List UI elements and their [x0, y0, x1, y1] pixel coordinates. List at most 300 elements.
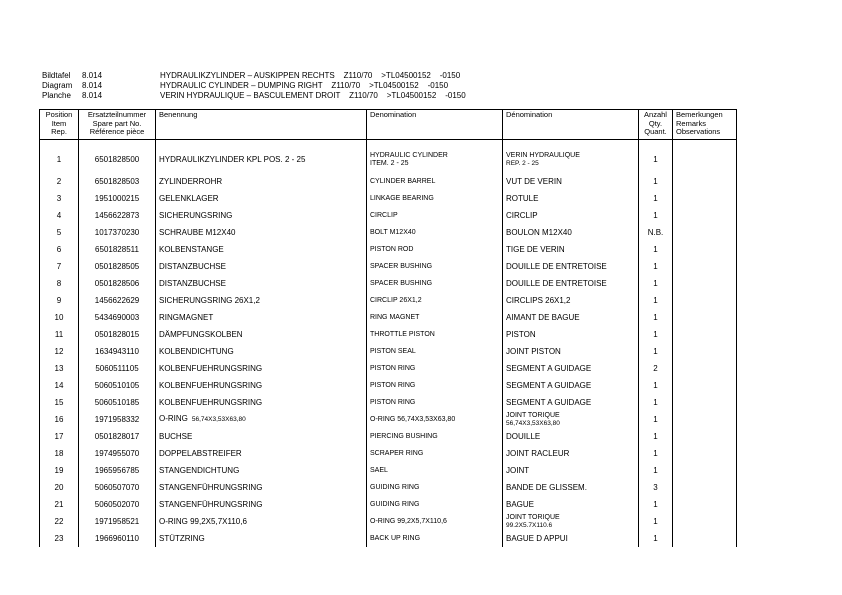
cell-remarks [673, 343, 737, 360]
cell-quantity [639, 224, 673, 241]
cell-denomination-fr-text: SEGMENT A GUIDAGE [506, 397, 592, 407]
cell-benennung-text: KOLBENFUEHRUNGSRING [159, 397, 263, 407]
cell-denomination-en-text: LINKAGE BEARING [370, 194, 434, 202]
cell-quantity [639, 462, 673, 479]
table-row [40, 360, 737, 377]
cell-position [40, 173, 79, 190]
cell-quantity-text: 1 [653, 176, 658, 186]
cell-denomination-en-text: PISTON RING [370, 364, 416, 372]
cell-position-text: 10 [54, 312, 64, 322]
cell-denomination-fr-text: JOINT PISTON [506, 346, 561, 356]
cell-position-text: 9 [56, 295, 62, 305]
cell-remarks [673, 173, 737, 190]
cell-position [40, 309, 79, 326]
cell-benennung [156, 190, 367, 207]
cell-part-number-text: 0501828015 [94, 329, 140, 339]
cell-position-text: 14 [54, 380, 64, 390]
cell-denomination-fr-text: VUT DE VERIN [506, 176, 562, 186]
cell-part-number [79, 445, 156, 462]
cell-denomination-fr-text: PISTON [506, 329, 536, 339]
cell-denomination-fr [503, 530, 639, 547]
cell-denomination-en-text: SPACER BUSHING [370, 262, 433, 270]
cell-denomination-en-text: SCRAPER RING [370, 449, 424, 457]
cell-denomination-fr [503, 241, 639, 258]
header-number: 8.014 [82, 71, 103, 80]
cell-denomination-en [367, 292, 503, 309]
cell-quantity-text: 1 [653, 312, 658, 322]
cell-denomination-en [367, 190, 503, 207]
cell-denomination-fr [503, 377, 639, 394]
cell-position [40, 343, 79, 360]
cell-denomination-fr [503, 513, 639, 530]
cell-position [40, 190, 79, 207]
cell-remarks [673, 496, 737, 513]
cell-position [40, 224, 79, 241]
cell-quantity [639, 207, 673, 224]
col-header-position: Position Item Rep. [40, 110, 79, 140]
cell-part-number [79, 394, 156, 411]
cell-remarks [673, 190, 737, 207]
cell-position-text: 6 [56, 244, 62, 254]
cell-quantity-text: 1 [653, 397, 658, 407]
cell-position [40, 496, 79, 513]
cell-position-text: 20 [54, 482, 64, 492]
cell-benennung [156, 275, 367, 292]
cell-benennung-text: STANGENDICHTUNG [159, 465, 240, 475]
table-header-row [40, 110, 737, 140]
cell-position-text: 5 [56, 227, 62, 237]
cell-denomination-en [367, 326, 503, 343]
cell-quantity [639, 513, 673, 530]
cell-denomination-fr-subtext: 56,74X3,53X63,80 [506, 419, 560, 427]
header-number: 8.014 [82, 81, 103, 90]
cell-quantity-text: 1 [653, 210, 658, 220]
cell-quantity [639, 258, 673, 275]
cell-position-text: 11 [54, 329, 64, 339]
cell-benennung [156, 394, 367, 411]
cell-position [40, 292, 79, 309]
cell-denomination-fr-subtext: 99.2X5.7X110.6 [506, 521, 553, 529]
cell-benennung-text: ZYLINDERROHR [159, 176, 223, 186]
cell-remarks [673, 513, 737, 530]
cell-denomination-fr-text: BAGUE D APPUI [506, 533, 568, 543]
cell-position [40, 411, 79, 428]
table-row [40, 190, 737, 207]
cell-benennung [156, 140, 367, 174]
table-row [40, 140, 737, 174]
cell-remarks [673, 428, 737, 445]
cell-denomination-en-text: GUIDING RING [370, 483, 420, 491]
cell-quantity [639, 190, 673, 207]
table-row [40, 445, 737, 462]
cell-denomination-fr-subtext: REP. 2 - 25 [506, 159, 539, 167]
cell-quantity-text: 1 [653, 193, 658, 203]
cell-position [40, 207, 79, 224]
cell-remarks [673, 445, 737, 462]
cell-quantity-text: 1 [653, 448, 658, 458]
cell-remarks [673, 360, 737, 377]
cell-quantity [639, 241, 673, 258]
cell-denomination-en [367, 360, 503, 377]
cell-remarks [673, 411, 737, 428]
cell-position-text: 12 [54, 346, 64, 356]
cell-position-text: 4 [56, 210, 62, 220]
cell-quantity [639, 428, 673, 445]
cell-denomination-fr [503, 258, 639, 275]
cell-benennung [156, 343, 367, 360]
cell-quantity [639, 292, 673, 309]
cell-remarks [673, 275, 737, 292]
cell-benennung-text: STÜTZRING [159, 533, 205, 543]
cell-denomination-en [367, 411, 503, 428]
cell-quantity [639, 394, 673, 411]
cell-denomination-en-text: PISTON SEAL [370, 347, 416, 355]
cell-remarks [673, 479, 737, 496]
cell-denomination-fr [503, 140, 639, 174]
table-row [40, 411, 737, 428]
cell-quantity-text: 1 [653, 244, 658, 254]
cell-denomination-en [367, 241, 503, 258]
cell-quantity [639, 326, 673, 343]
cell-denomination-en [367, 140, 503, 174]
cell-benennung [156, 479, 367, 496]
cell-denomination-en [367, 309, 503, 326]
cell-position-text: 7 [56, 261, 62, 271]
cell-position-text: 8 [56, 278, 62, 288]
cell-denomination-fr-text: AIMANT DE BAGUE [506, 312, 580, 322]
cell-position [40, 445, 79, 462]
cell-quantity-text: 1 [653, 329, 658, 339]
cell-denomination-fr-text: JOINT RACLEUR [506, 448, 570, 458]
cell-denomination-en-text: PISTON RING [370, 398, 416, 406]
table-row [40, 479, 737, 496]
cell-quantity-text: 1 [653, 295, 658, 305]
cell-denomination-fr-text: SEGMENT A GUIDAGE [506, 363, 592, 373]
cell-benennung-text: DISTANZBUCHSE [159, 261, 226, 271]
cell-denomination-en [367, 513, 503, 530]
cell-denomination-en-text: PIERCING BUSHING [370, 432, 438, 440]
cell-denomination-en [367, 530, 503, 547]
cell-denomination-en-text: THROTTLE PISTON [370, 330, 435, 338]
cell-position-text: 17 [54, 431, 64, 441]
cell-remarks [673, 224, 737, 241]
cell-benennung-text: SICHERUNGSRING [159, 210, 233, 220]
cell-denomination-fr [503, 292, 639, 309]
col-header-remarks: Bemerkungen Remarks Observations [673, 110, 737, 140]
col-header-denomination-fr: Dénomination [503, 110, 639, 140]
cell-part-number [79, 258, 156, 275]
cell-part-number-text: 0501828505 [94, 261, 140, 271]
col-header-quantity: Anzahl Qty. Quant. [639, 110, 673, 140]
header-title: VERIN HYDRAULIQUE – BASCULEMENT DROIT Z110/70 >TL04500152 -0150 [160, 91, 466, 100]
cell-denomination-fr [503, 224, 639, 241]
cell-benennung-text: DOPPELABSTREIFER [159, 448, 242, 458]
cell-part-number-text: 1971958521 [94, 516, 140, 526]
cell-quantity [639, 343, 673, 360]
cell-part-number-text: 6501828500 [94, 154, 140, 164]
cell-part-number-text: 1456622629 [94, 295, 140, 305]
cell-part-number-text: 5060510185 [94, 397, 140, 407]
cell-part-number-text: 0501828506 [94, 278, 140, 288]
cell-part-number [79, 377, 156, 394]
cell-benennung-subtext: 56,74X3,53X63,80 [191, 416, 246, 423]
cell-position-text: 1 [56, 154, 62, 164]
cell-benennung [156, 513, 367, 530]
cell-part-number-text: 1965956785 [94, 465, 140, 475]
cell-part-number-text: 5060502070 [94, 499, 140, 509]
cell-remarks [673, 394, 737, 411]
cell-remarks [673, 207, 737, 224]
cell-benennung-text: DISTANZBUCHSE [159, 278, 226, 288]
cell-denomination-en [367, 496, 503, 513]
cell-denomination-fr-text: JOINT TORIQUE [506, 411, 560, 419]
header-label: Bildtafel [42, 71, 71, 80]
cell-quantity-text: 1 [653, 533, 658, 543]
cell-denomination-fr [503, 190, 639, 207]
cell-position [40, 360, 79, 377]
cell-denomination-fr-text: BOULON M12X40 [506, 227, 572, 237]
table-row [40, 530, 737, 547]
cell-denomination-fr [503, 428, 639, 445]
cell-remarks [673, 140, 737, 174]
table-row [40, 496, 737, 513]
cell-denomination-fr-text: JOINT TORIQUE [506, 513, 560, 521]
cell-position [40, 428, 79, 445]
cell-part-number-text: 1456622873 [94, 210, 140, 220]
header-label: Planche [42, 91, 71, 100]
cell-part-number-text: 6501828511 [95, 244, 139, 254]
cell-part-number-text: 1017370230 [94, 227, 140, 237]
cell-remarks [673, 530, 737, 547]
cell-position-text: 22 [54, 516, 64, 526]
cell-position-text: 16 [54, 414, 64, 424]
cell-remarks [673, 309, 737, 326]
cell-position-text: 15 [54, 397, 64, 407]
cell-part-number [79, 343, 156, 360]
cell-position [40, 241, 79, 258]
cell-quantity-text: 1 [653, 154, 658, 164]
cell-part-number [79, 207, 156, 224]
cell-quantity-text: 1 [653, 499, 658, 509]
cell-quantity-text: 1 [653, 380, 658, 390]
cell-benennung-text: KOLBENFUEHRUNGSRING [159, 380, 263, 390]
cell-part-number-text: 6501828503 [94, 176, 140, 186]
cell-part-number [79, 428, 156, 445]
cell-remarks [673, 258, 737, 275]
cell-part-number-text: 1971958332 [94, 414, 140, 424]
cell-denomination-fr-text: DOUILLE DE ENTRETOISE [506, 261, 607, 271]
cell-benennung-text: DÄMPFUNGSKOLBEN [159, 329, 243, 339]
table-row [40, 292, 737, 309]
table-row [40, 513, 737, 530]
table-row [40, 326, 737, 343]
cell-quantity [639, 411, 673, 428]
cell-denomination-fr [503, 343, 639, 360]
cell-position-text: 23 [54, 533, 64, 543]
cell-denomination-fr-text: DOUILLE [506, 431, 541, 441]
table-row [40, 462, 737, 479]
cell-quantity [639, 479, 673, 496]
table-row [40, 394, 737, 411]
table-row [40, 343, 737, 360]
cell-position [40, 140, 79, 174]
col-header-spare-part: Ersatzteilnummer Spare part No. Référence pièce [79, 110, 156, 140]
header-number: 8.014 [82, 91, 103, 100]
cell-denomination-fr-text: JOINT [506, 465, 530, 475]
cell-part-number-text: 5060507070 [94, 482, 140, 492]
cell-benennung [156, 530, 367, 547]
cell-remarks [673, 241, 737, 258]
cell-part-number [79, 462, 156, 479]
cell-quantity-text: 2 [653, 363, 658, 373]
cell-denomination-en [367, 224, 503, 241]
cell-quantity [639, 275, 673, 292]
table-row [40, 241, 737, 258]
cell-position [40, 513, 79, 530]
cell-position-text: 3 [56, 193, 62, 203]
cell-part-number [79, 140, 156, 174]
cell-position [40, 462, 79, 479]
cell-benennung [156, 241, 367, 258]
cell-part-number [79, 326, 156, 343]
cell-quantity [639, 530, 673, 547]
cell-quantity-text: 1 [653, 346, 658, 356]
cell-remarks [673, 377, 737, 394]
cell-denomination-en [367, 207, 503, 224]
cell-denomination-en [367, 258, 503, 275]
table-row [40, 275, 737, 292]
cell-benennung-text: SCHRAUBE M12X40 [159, 227, 236, 237]
cell-part-number [79, 224, 156, 241]
cell-denomination-fr [503, 496, 639, 513]
cell-part-number [79, 241, 156, 258]
cell-position [40, 394, 79, 411]
cell-part-number [79, 190, 156, 207]
table-row [40, 224, 737, 241]
cell-position-text: 2 [56, 176, 62, 186]
cell-part-number [79, 292, 156, 309]
cell-quantity-text: N.B. [647, 227, 664, 237]
cell-quantity-text: 1 [653, 431, 658, 441]
cell-denomination-en [367, 394, 503, 411]
cell-position [40, 326, 79, 343]
cell-denomination-en-text: CIRCLIP 26X1,2 [370, 296, 422, 304]
cell-benennung-text: SICHERUNGSRING 26X1,2 [159, 295, 260, 305]
cell-denomination-en-text: GUIDING RING [370, 500, 420, 508]
cell-denomination-fr [503, 207, 639, 224]
cell-quantity [639, 377, 673, 394]
cell-quantity-text: 3 [653, 482, 658, 492]
col-header-denomination-en: Denomination [367, 110, 503, 140]
cell-remarks [673, 462, 737, 479]
cell-quantity-text: 1 [653, 414, 658, 424]
cell-benennung [156, 377, 367, 394]
table-row [40, 309, 737, 326]
cell-denomination-fr [503, 326, 639, 343]
cell-benennung [156, 445, 367, 462]
cell-benennung [156, 496, 367, 513]
cell-denomination-en [367, 479, 503, 496]
cell-benennung-text: RINGMAGNET [159, 312, 214, 322]
cell-denomination-en [367, 275, 503, 292]
table-row [40, 207, 737, 224]
cell-benennung [156, 428, 367, 445]
cell-denomination-fr-text: BAGUE [506, 499, 535, 509]
cell-denomination-en [367, 445, 503, 462]
cell-benennung [156, 326, 367, 343]
cell-part-number [79, 530, 156, 547]
cell-denomination-en-text: HYDRAULIC CYLINDER [370, 151, 448, 159]
cell-position [40, 530, 79, 547]
cell-denomination-en-text: SAEL [370, 466, 388, 474]
cell-position [40, 479, 79, 496]
cell-denomination-fr [503, 394, 639, 411]
table-row [40, 377, 737, 394]
header-label: Diagram [42, 81, 73, 90]
cell-denomination-fr-text: VERIN HYDRAULIQUE [506, 151, 580, 159]
cell-part-number [79, 360, 156, 377]
cell-benennung [156, 411, 367, 428]
cell-denomination-fr-text: BANDE DE GLISSEM. [506, 482, 587, 492]
cell-denomination-en [367, 462, 503, 479]
cell-quantity-text: 1 [653, 278, 658, 288]
cell-denomination-en [367, 428, 503, 445]
cell-part-number [79, 411, 156, 428]
cell-quantity [639, 173, 673, 190]
cell-part-number-text: 5434690003 [94, 312, 140, 322]
cell-part-number [79, 173, 156, 190]
cell-denomination-fr-text: ROTULE [506, 193, 539, 203]
cell-denomination-en-text: CIRCLIP [370, 211, 398, 219]
cell-part-number-text: 1966960110 [95, 533, 139, 543]
cell-denomination-fr [503, 462, 639, 479]
cell-denomination-fr [503, 445, 639, 462]
col-header-benennung: Benennung [156, 110, 367, 140]
cell-denomination-fr [503, 360, 639, 377]
cell-denomination-en-text: BACK UP RING [370, 534, 421, 542]
cell-benennung-text: STANGENFÜHRUNGSRING [159, 482, 263, 492]
cell-benennung-text: GELENKLAGER [159, 193, 219, 203]
cell-benennung [156, 207, 367, 224]
cell-part-number-text: 1951000215 [94, 193, 140, 203]
cell-benennung-text: STANGENFÜHRUNGSRING [159, 499, 263, 509]
cell-position [40, 377, 79, 394]
cell-benennung-text: KOLBENFUEHRUNGSRING [159, 363, 263, 373]
cell-position-text: 19 [54, 465, 64, 475]
cell-benennung-text: KOLBENDICHTUNG [159, 346, 234, 356]
cell-benennung [156, 360, 367, 377]
cell-denomination-en [367, 343, 503, 360]
cell-denomination-fr [503, 479, 639, 496]
cell-denomination-en-text: BOLT M12X40 [370, 228, 416, 236]
cell-remarks [673, 292, 737, 309]
cell-benennung [156, 309, 367, 326]
cell-part-number [79, 496, 156, 513]
cell-part-number-text: 5060510105 [94, 380, 140, 390]
cell-denomination-fr-text: TIGE DE VERIN [506, 244, 565, 254]
cell-position [40, 275, 79, 292]
table-row [40, 428, 737, 445]
cell-part-number [79, 275, 156, 292]
cell-denomination-fr-text: DOUILLE DE ENTRETOISE [506, 278, 607, 288]
cell-denomination-fr [503, 173, 639, 190]
cell-part-number [79, 479, 156, 496]
cell-benennung-text: O-RING [159, 414, 188, 423]
cell-quantity [639, 360, 673, 377]
cell-benennung-text: KOLBENSTANGE [159, 244, 224, 254]
cell-denomination-en-text: SPACER BUSHING [370, 279, 433, 287]
cell-part-number [79, 309, 156, 326]
